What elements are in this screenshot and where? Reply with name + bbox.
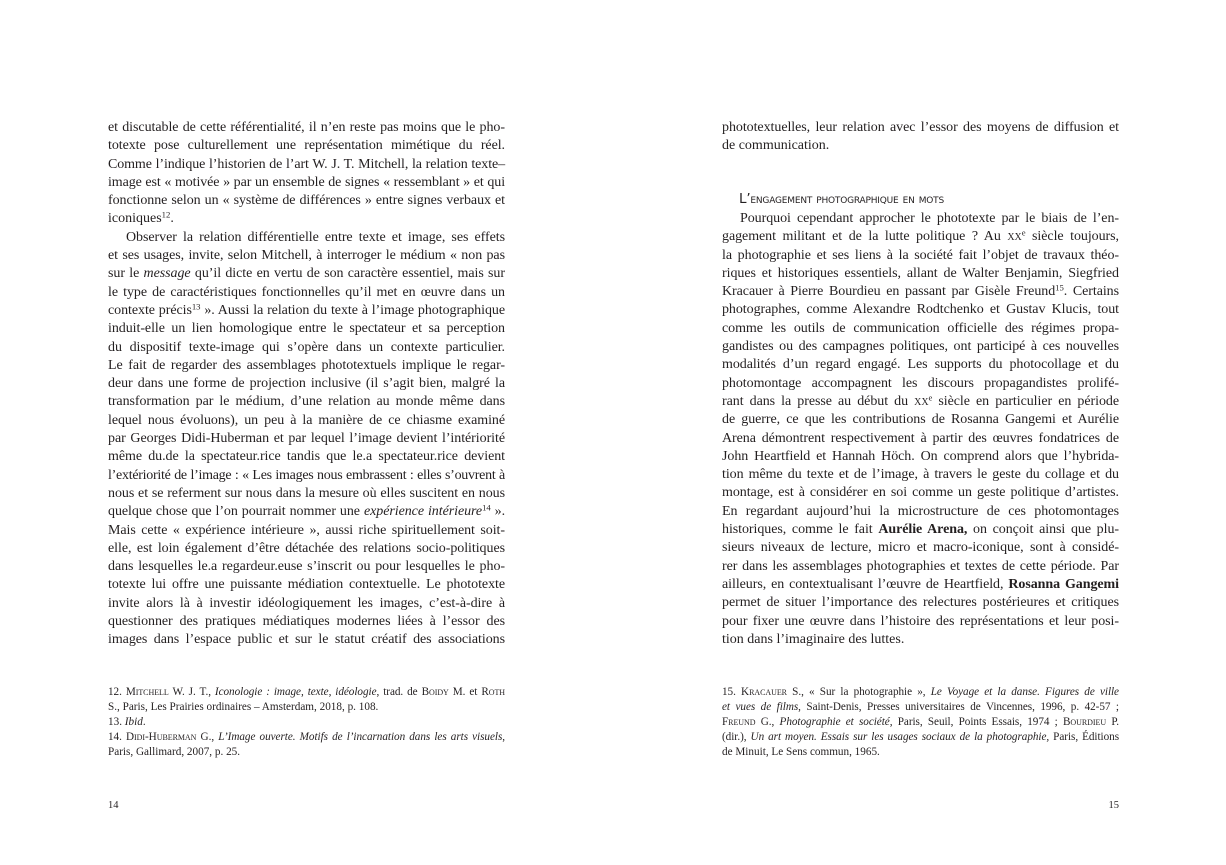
text-run: S., « Sur la photographie », — [786, 686, 931, 698]
text-line — [108, 540, 505, 558]
text-line — [108, 730, 505, 745]
text-line — [108, 522, 505, 540]
text-line — [722, 210, 1119, 228]
text-line — [722, 521, 1119, 539]
text-run: iconiques — [108, 211, 162, 227]
text-run: gandistes ou des campagnes politiques, ont participé à ces nouvelles — [722, 339, 1119, 355]
text-line — [108, 430, 505, 448]
footnote-ref: 13 — [191, 301, 201, 312]
footnote-ref: 14 — [482, 502, 491, 513]
footnote-ref: e — [1021, 227, 1026, 238]
text-line — [722, 228, 1119, 246]
text-line — [722, 700, 1119, 715]
text-run: invite alors là à investir idéologiquement les images, c’est-à-dire à — [108, 595, 505, 611]
text-run: Le Voyage et la danse. Figures de ville — [930, 686, 1119, 698]
text-line — [108, 119, 505, 137]
text-run: siècle toujours, — [1025, 229, 1119, 245]
text-line — [108, 320, 505, 338]
text-run: , trad. de — [376, 686, 422, 698]
text-line — [722, 484, 1119, 502]
text-run: rer dans les assemblages photographies et textes de cette période. Par — [722, 558, 1119, 574]
text-run: . Certains — [1063, 284, 1120, 300]
text-run: sieurs niveaux de lecture, micro et macro-iconique, sont à considé- — [722, 540, 1119, 556]
text-run: Pourquoi cependant approcher le phototexte par le biais de l’en- — [740, 211, 1119, 226]
text-run: xx — [914, 393, 929, 409]
text-run: de guerre, ce que les contributions de Rosanna Gangemi et Aurélie — [722, 412, 1119, 428]
text-run: modalités d’un regard engagé. Les supports du photocollage et du — [722, 357, 1119, 373]
text-line — [722, 448, 1119, 466]
text-line — [108, 595, 505, 613]
text-run: . — [142, 716, 146, 728]
text-line — [108, 357, 505, 375]
text-run: on conçoit ainsi que plu- — [967, 522, 1119, 538]
text-line — [108, 700, 505, 715]
text-run: P. — [1106, 716, 1120, 728]
text-run: dans lesquelles le.a regardeur.euse s’inscrit ou pour lesquelles le pho- — [108, 559, 505, 575]
text-run: riques et historiques essentiels, allant de Walter Benjamin, Siegfried — [722, 265, 1119, 281]
text-run: W. J. T., — [168, 686, 215, 698]
text-run: Rosanna Gangemi — [1008, 576, 1119, 592]
text-run: tion dans l’imaginaire des luttes. — [722, 631, 905, 647]
text-run: de communication. — [722, 138, 830, 154]
text-run: permet de situer l’importance des relectures postérieures et critiques — [722, 595, 1119, 611]
page-number: 14 — [108, 800, 119, 811]
text-run: lequel nous évoluons), un peu à la manière de ce chiasme examiné — [108, 412, 505, 428]
text-line — [108, 339, 505, 357]
text-run: images dans l’espace public et sur le statut créatif des associations — [108, 632, 505, 648]
text-run: l’extériorité de l’image : « Les images nous embrassent : elles s’ouvrent à — [108, 467, 505, 483]
text-run: xx — [1007, 229, 1022, 245]
text-run: 15. — [722, 686, 742, 698]
text-run: En regardant aujourd’hui la microstructure de ces photomontages — [722, 503, 1119, 519]
text-run: Iconologie : image, texte, idéologie — [214, 686, 377, 698]
text-line — [722, 119, 1119, 137]
text-line — [108, 265, 505, 283]
text-run: Observer la relation différentielle entre texte et image, ses effets — [126, 229, 505, 245]
text-line — [722, 613, 1119, 631]
footnote-ref: 15 — [1055, 282, 1064, 293]
text-line — [722, 393, 1119, 411]
text-run: Freund — [722, 716, 756, 728]
text-line — [722, 685, 1119, 700]
text-line — [108, 485, 505, 503]
text-run: 12. — [108, 686, 126, 698]
text-run: Mais cette « expérience intérieure », aussi riche spirituellement soit- — [108, 522, 505, 538]
text-run: G., — [196, 731, 219, 743]
text-run: Comme l’indique l’historien de l’art W. J. T. Mitchell, la relation texte– — [108, 156, 505, 172]
text-line — [722, 594, 1119, 612]
text-run: G., — [755, 716, 780, 728]
text-run: siècle en particulier en période — [932, 393, 1119, 409]
footnotes — [108, 685, 505, 760]
text-line — [722, 558, 1119, 576]
text-line — [108, 745, 505, 760]
text-run: Paris, Éditions — [1049, 731, 1120, 743]
text-run: par Georges Didi-Huberman et par lequel l’image devient l’intériorité — [108, 431, 505, 447]
text-run: le type de caractéristiques fonctionnelles qu’il met en œuvre dans un — [108, 284, 505, 300]
text-run: Roth — [481, 686, 506, 698]
body-text — [722, 210, 1119, 649]
text-line — [108, 412, 505, 430]
footnote-ref: 12 — [161, 210, 171, 221]
text-line — [108, 685, 505, 700]
text-run: Ibid — [124, 716, 143, 728]
text-run: montage, est à considérer en soi comme un geste politique d’artistes. — [722, 485, 1119, 501]
text-run: (dir.), — [722, 731, 751, 743]
text-line — [722, 137, 1119, 155]
text-run: John Heartfield et Hannah Höch. On comprend alors que l’hybrida- — [722, 448, 1119, 464]
text-line — [108, 393, 505, 411]
text-run: même du.de la spectateur.rice tandis que le.a spectateur.rice devient — [108, 449, 505, 465]
text-run: Photographie et société, — [779, 716, 893, 728]
text-run: , Saint-Denis, Presses universitaires de Vincennes, 1996, p. 42-57 ; — [798, 701, 1119, 713]
page-number: 15 — [1108, 800, 1119, 811]
text-line — [722, 411, 1119, 429]
text-run: et vues de films — [722, 701, 799, 713]
text-run: totexte pose culturellement une représentation mimétique du réel. — [108, 138, 505, 154]
text-line — [722, 356, 1119, 374]
text-line — [108, 715, 505, 730]
text-line — [722, 466, 1119, 484]
text-run: Paris, Seuil, Points Essais, 1974 ; — [892, 716, 1063, 728]
text-run: 13. — [108, 716, 125, 728]
text-line — [108, 375, 505, 393]
text-run: , — [502, 731, 506, 743]
text-line — [108, 302, 505, 320]
text-line — [108, 156, 505, 174]
text-run: contexte précis — [108, 302, 192, 318]
text-run: transformation par le médium, d’une relation au monde même dans — [108, 394, 505, 410]
body-text-continued — [722, 119, 1119, 156]
text-line — [108, 631, 505, 649]
text-line — [108, 174, 505, 192]
text-line — [108, 558, 505, 576]
text-line — [722, 715, 1119, 730]
text-run: qu’il dicte en vertu de son caractère essentiel, mais sur — [190, 266, 505, 282]
text-run: ailleurs, en contextualisant l’œuvre de Heartfield, — [722, 576, 1009, 592]
text-run: tion même du texte et de l’image, à travers le geste du collage et du — [722, 467, 1119, 483]
text-line — [722, 745, 1119, 760]
text-line — [722, 503, 1119, 521]
text-run: L’Image ouverte. Motifs de l’incarnation dans les arts visuels — [218, 731, 503, 743]
text-run: S., Paris, Les Prairies ordinaires – Amsterdam, 2018, p. 108. — [108, 701, 379, 713]
text-run: Le fait de regarder des assemblages phototextuels implique le regar- — [108, 357, 505, 373]
text-run: historiques, comme le fait — [722, 522, 879, 538]
text-line — [722, 338, 1119, 356]
text-line — [108, 613, 505, 631]
text-run: M. et — [448, 686, 482, 698]
text-run: et discutable de cette référentialité, il n’en reste pas moins que le pho- — [108, 120, 505, 135]
text-run: Bourdieu — [1063, 716, 1107, 728]
text-line — [722, 631, 1119, 649]
text-run: photomontage accompagnent les discours propagandistes prolifé- — [722, 375, 1119, 391]
text-line — [108, 210, 505, 228]
text-run: Paris, Gallimard, 2007, p. 25. — [108, 746, 241, 758]
text-run: du dispositif texte-image qui s’opère dans un contexte particulier. — [108, 339, 505, 355]
text-run: totexte lui offre une puissante médiation contextuelle. Le phototexte — [108, 577, 505, 593]
text-run: Kracauer — [741, 686, 787, 698]
text-line — [722, 301, 1119, 319]
text-run: fonctionne selon un « système de différences » entre signes verbaux et — [108, 193, 505, 209]
text-run: nous et se referment sur nous dans la mesure où elles suscitent en nous — [108, 485, 505, 501]
text-line — [108, 192, 505, 210]
text-line — [108, 448, 505, 466]
text-run: Arena démontrent respectivement à partir des œuvres fondatrices de — [722, 430, 1119, 446]
text-run: Aurélie Arena, — [878, 522, 968, 538]
text-line — [108, 229, 505, 247]
body-text — [108, 119, 505, 650]
text-line — [108, 137, 505, 155]
text-run: phototextuelles, leur relation avec l’essor des moyens de diffusion et — [722, 120, 1119, 135]
section-heading: L’engagement photographique en mots — [739, 191, 944, 207]
text-run: gagement militant et de la lutte politique ? Au — [722, 229, 1008, 245]
text-line — [722, 430, 1119, 448]
text-line — [722, 730, 1119, 745]
text-run: photographes, comme Alexandre Rodtchenko et Gustav Klucis, tout — [722, 302, 1119, 318]
text-run: sur le — [108, 266, 144, 282]
text-line — [722, 375, 1119, 393]
text-run: image est « motivée » par un ensemble de signes « ressemblant » et qui — [108, 174, 505, 190]
text-run: deur dans une forme de projection inclusive (il s’agit bien, malgré la — [108, 376, 505, 392]
text-run: . — [170, 211, 174, 227]
text-run: de Minuit, Le Sens commun, 1965. — [722, 746, 880, 758]
text-run: 14. — [108, 731, 126, 743]
text-run: Boidy — [421, 686, 449, 698]
text-line — [108, 503, 505, 521]
text-run: ». Aussi la relation du texte à l’image photographique — [200, 302, 505, 318]
right-page — [613, 0, 1226, 865]
text-run: et ses usages, invite, selon Mitchell, à interroger le médium « non pas — [108, 248, 505, 264]
text-run: Kracauer à Pierre Bourdieu en passant par Gisèle Freund — [722, 284, 1056, 300]
text-run: induit-elle un lien homologique entre le spectateur et sa perception — [108, 321, 505, 337]
text-line — [722, 576, 1119, 594]
text-run: la photographie et ses liens à la société fait l’objet de travaux théo- — [722, 247, 1119, 263]
text-run: Un art moyen. Essais sur les usages sociaux de la photographie, — [750, 731, 1050, 743]
text-run: ». — [490, 504, 506, 520]
text-line — [722, 320, 1119, 338]
text-run: pour fixer une œuvre dans l’histoire des représentations et leur posi- — [722, 613, 1119, 629]
text-line — [722, 247, 1119, 265]
text-line — [722, 265, 1119, 283]
text-line — [108, 467, 505, 485]
text-run: elle, est loin également d’être détachée des relations socio-politiques — [108, 540, 505, 556]
text-run: rant dans la presse au début du — [722, 393, 915, 409]
text-run: expérience intérieure — [363, 504, 483, 520]
text-run: comme les outils de communication officielle des régimes propa- — [722, 320, 1119, 336]
text-line — [722, 283, 1119, 301]
text-line — [108, 576, 505, 594]
footnote-ref: e — [928, 392, 933, 403]
text-run: questionner des pratiques médiatiques modernes liées à l’essor des — [108, 614, 505, 630]
text-run: quelque chose que l’on pourrait nommer une — [108, 504, 364, 520]
text-run: message — [143, 266, 191, 282]
text-run: Mitchell — [125, 686, 169, 698]
text-run: Didi-Huberman — [126, 731, 197, 743]
text-line — [108, 284, 505, 302]
footnotes — [722, 685, 1119, 760]
text-line — [722, 539, 1119, 557]
text-line — [108, 247, 505, 265]
